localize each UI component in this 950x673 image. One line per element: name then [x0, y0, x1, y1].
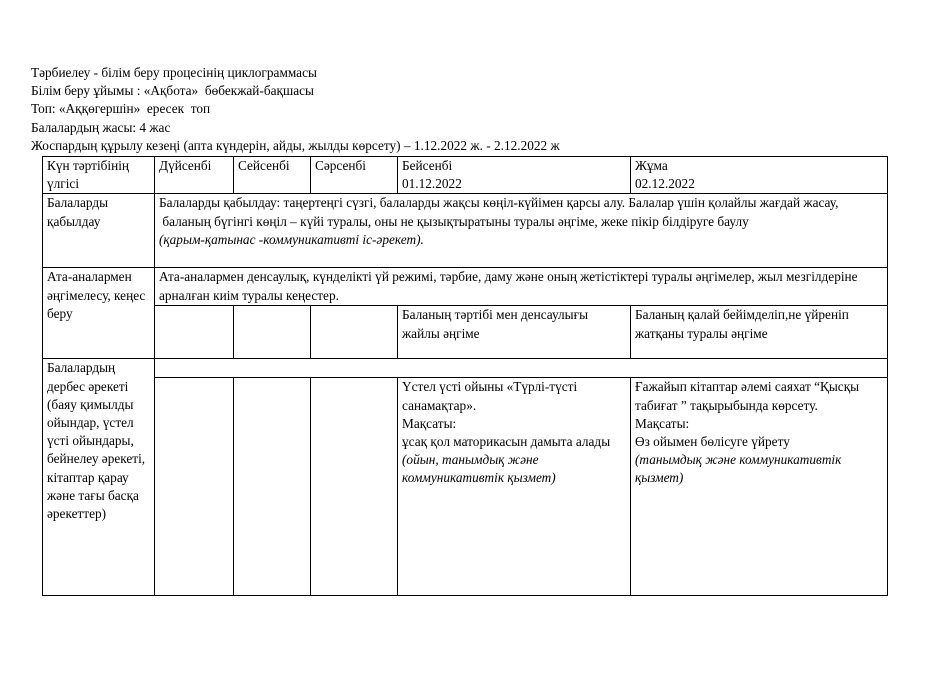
activity-monday	[155, 378, 234, 596]
table-header-row	[43, 157, 888, 194]
reception-row	[43, 194, 888, 268]
activity-row-bottom	[43, 378, 888, 596]
parents-friday: Баланың қалай бейімделіп,не үйреніп жатқаны туралы әңгіме	[631, 306, 888, 359]
friday-activity-note: (танымдық және коммуникативтік қызмет)	[635, 452, 842, 486]
reception-label: Балаларды қабылдау	[43, 194, 155, 268]
activity-spacer	[155, 359, 888, 378]
document-header	[31, 64, 560, 155]
parents-row-top	[43, 268, 888, 306]
friday-label: Жұма	[635, 158, 668, 173]
thursday-label: Бейсенбі	[402, 158, 453, 173]
parents-thursday: Баланың тәртібі мен денсаулығы жайлы әңгіме	[398, 306, 631, 359]
activity-thursday	[398, 378, 631, 596]
activity-tuesday	[234, 378, 311, 596]
parents-tuesday	[234, 306, 311, 359]
parents-row-bottom	[43, 306, 888, 359]
parents-label: Ата-аналармен әңгімелесу, кеңес беру	[43, 268, 155, 359]
activity-label: Балалардың дербес әрекеті (баяу қимылды ойындар, үстел үсті ойындары, бейнелеу әрекеті, кітаптар қарау және тағы басқа әрекеттер)	[43, 359, 155, 596]
friday-goal-label: Мақсаты:	[635, 415, 690, 431]
parents-common: Ата-аналармен денсаулық, күнделікті үй режимі, тәрбие, даму және оның жетістіктері туралы әңгімелер, жыл мезгілдеріне арналған киім туралы кеңестер.	[155, 268, 888, 306]
thursday-activity-note: (ойын, танымдық және коммуникативтік қызмет)	[402, 452, 556, 486]
thursday-activity-title: Үстел үсті ойыны «Түрлі-түсті санамақтар».	[402, 379, 578, 413]
activity-wednesday	[311, 378, 398, 596]
thursday-goal: ұсақ қол маторикасын дамыта алады	[402, 434, 611, 450]
friday-activity-title: Ғажайып кітаптар әлемі саяхат “Қысқы табиғат ” тақырыбында көрсету.	[635, 379, 860, 413]
activity-friday	[631, 378, 888, 596]
activity-row-top	[43, 359, 888, 378]
thursday-goal-label: Мақсаты:	[402, 415, 457, 431]
parents-monday	[155, 306, 234, 359]
header-tuesday: Сейсенбі	[234, 157, 311, 194]
age-line: Балалардың жасы: 4 жас	[31, 119, 171, 135]
reception-text-2: баланың бүгінгі көңіл – күйі туралы, оны не қызықтыратыны туралы әңгіме, жеке пікір білдіруге баулу	[159, 213, 749, 229]
parents-wednesday	[311, 306, 398, 359]
thursday-date: 01.12.2022	[402, 176, 462, 192]
document-title: Тәрбиелеу - білім беру процесінің циклограммасы	[31, 65, 317, 80]
schedule-table	[42, 156, 888, 596]
friday-date: 02.12.2022	[635, 176, 695, 192]
friday-goal: Өз ойымен бөлісуге үйрету	[635, 434, 790, 450]
reception-content	[155, 194, 888, 268]
header-thursday	[398, 157, 631, 194]
group-line: Топ: «Аққөгершін» ересек топ	[31, 101, 211, 117]
reception-note: (қарым-қатынас -коммуникативті іс-әрекет).	[159, 231, 424, 247]
header-monday: Дүйсенбі	[155, 157, 234, 194]
organization-line: Білім беру ұйымы : «Ақбота» бөбекжай-бақшасы	[31, 83, 314, 99]
header-daily-routine: Күн тәртібінің үлгісі	[43, 157, 155, 194]
header-friday	[631, 157, 888, 194]
header-wednesday: Сәрсенбі	[311, 157, 398, 194]
period-line: Жоспардың құрылу кезеңі (апта күндерін, айды, жылды көрсету) – 1.12.2022 ж. - 2.12.2022 ж	[31, 137, 560, 153]
reception-text-1: Балаларды қабылдау: таңертеңгі сүзгі, балаларды жақсы көңіл-күйімен қарсы алу. Балалар үшін қолайлы жағдай жасау,	[159, 195, 839, 211]
